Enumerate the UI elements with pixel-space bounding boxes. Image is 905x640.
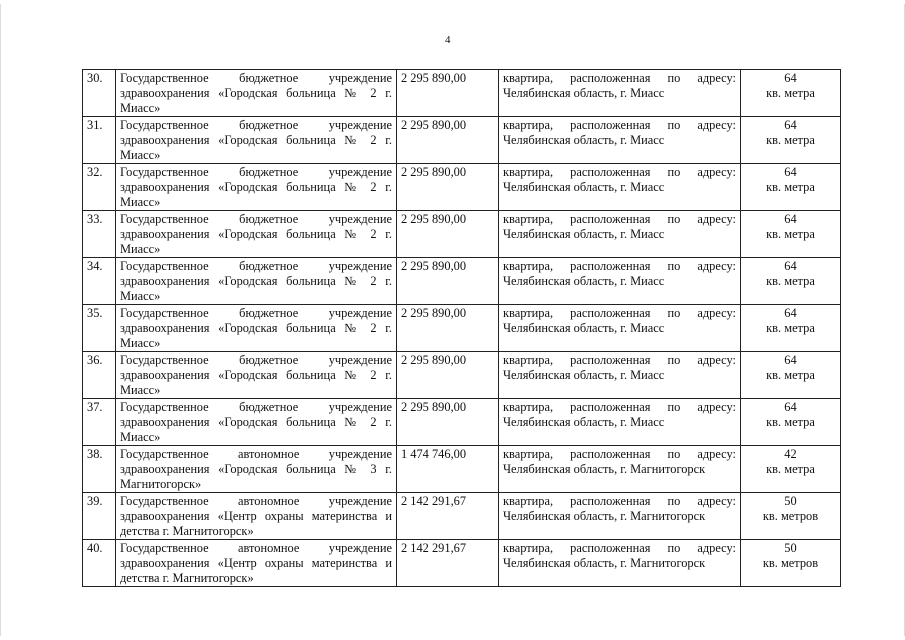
table-row: [83, 117, 841, 164]
institution-name: Государственное автономное учреждение здравоохранения «Центр охраны материнства и детства г. Магнитогорск»: [116, 493, 397, 540]
left-scan-edge: [0, 4, 1, 636]
institution-name: Государственное бюджетное учреждение здравоохранения «Городская больница № 2 г. Миасс»: [116, 211, 397, 258]
institution-name: Государственное бюджетное учреждение здравоохранения «Городская больница № 2 г. Миасс»: [116, 164, 397, 211]
area-unit: кв. метра: [766, 86, 815, 100]
row-number: 32.: [83, 164, 116, 211]
price-value: 2 295 890,00: [397, 352, 499, 399]
area-value: 64: [784, 71, 797, 85]
area-unit: кв. метра: [766, 321, 815, 335]
area-value: 64: [784, 212, 797, 226]
price-value: 2 142 291,67: [397, 540, 499, 587]
property-address: квартира, расположенная по адресу: Челябинская область, г. Миасс: [499, 70, 741, 117]
area-cell: [741, 493, 841, 540]
price-value: 2 295 890,00: [397, 70, 499, 117]
area-cell: [741, 446, 841, 493]
institution-name: Государственное бюджетное учреждение здравоохранения «Городская больница № 2 г. Миасс»: [116, 352, 397, 399]
area-value: 50: [784, 541, 797, 555]
property-address: квартира, расположенная по адресу: Челябинская область, г. Магнитогорск: [499, 540, 741, 587]
row-number: 33.: [83, 211, 116, 258]
row-number: 35.: [83, 305, 116, 352]
row-number: 31.: [83, 117, 116, 164]
price-value: 2 295 890,00: [397, 164, 499, 211]
property-address: квартира, расположенная по адресу: Челябинская область, г. Миасс: [499, 117, 741, 164]
area-cell: [741, 164, 841, 211]
area-cell: [741, 352, 841, 399]
area-value: 64: [784, 306, 797, 320]
area-value: 50: [784, 494, 797, 508]
property-address: квартира, расположенная по адресу: Челябинская область, г. Миасс: [499, 211, 741, 258]
area-cell: [741, 70, 841, 117]
row-number: 30.: [83, 70, 116, 117]
area-value: 42: [784, 447, 797, 461]
area-value: 64: [784, 118, 797, 132]
area-unit: кв. метра: [766, 415, 815, 429]
table-row: [83, 493, 841, 540]
table-row: [83, 446, 841, 493]
institution-name: Государственное бюджетное учреждение здравоохранения «Городская больница № 2 г. Миасс»: [116, 117, 397, 164]
property-address: квартира, расположенная по адресу: Челябинская область, г. Миасс: [499, 305, 741, 352]
table-row: [83, 164, 841, 211]
page-number: 4: [445, 34, 451, 46]
table-row: [83, 258, 841, 305]
price-value: 2 142 291,67: [397, 493, 499, 540]
registry-table: [82, 69, 841, 587]
row-number: 37.: [83, 399, 116, 446]
row-number: 38.: [83, 446, 116, 493]
institution-name: Государственное бюджетное учреждение здравоохранения «Городская больница № 2 г. Миасс»: [116, 70, 397, 117]
area-unit: кв. метра: [766, 133, 815, 147]
property-address: квартира, расположенная по адресу: Челябинская область, г. Миасс: [499, 258, 741, 305]
price-value: 2 295 890,00: [397, 117, 499, 164]
area-value: 64: [784, 259, 797, 273]
property-address: квартира, расположенная по адресу: Челябинская область, г. Магнитогорск: [499, 446, 741, 493]
price-value: 2 295 890,00: [397, 305, 499, 352]
price-value: 2 295 890,00: [397, 258, 499, 305]
property-address: квартира, расположенная по адресу: Челябинская область, г. Миасс: [499, 352, 741, 399]
area-unit: кв. метра: [766, 462, 815, 476]
area-cell: [741, 305, 841, 352]
area-unit: кв. метра: [766, 227, 815, 241]
institution-name: Государственное автономное учреждение здравоохранения «Центр охраны материнства и детства г. Магнитогорск»: [116, 540, 397, 587]
price-value: 2 295 890,00: [397, 211, 499, 258]
institution-name: Государственное бюджетное учреждение здравоохранения «Городская больница № 2 г. Миасс»: [116, 399, 397, 446]
area-value: 64: [784, 165, 797, 179]
row-number: 39.: [83, 493, 116, 540]
table-row: [83, 540, 841, 587]
registry-table-body: [83, 70, 841, 587]
table-row: [83, 352, 841, 399]
price-value: 1 474 746,00: [397, 446, 499, 493]
area-unit: кв. метров: [762, 556, 819, 570]
area-cell: [741, 540, 841, 587]
area-unit: кв. метра: [766, 368, 815, 382]
area-value: 64: [784, 400, 797, 414]
table-row: [83, 305, 841, 352]
property-address: квартира, расположенная по адресу: Челябинская область, г. Миасс: [499, 399, 741, 446]
area-cell: [741, 117, 841, 164]
institution-name: Государственное бюджетное учреждение здравоохранения «Городская больница № 2 г. Миасс»: [116, 258, 397, 305]
property-address: квартира, расположенная по адресу: Челябинская область, г. Магнитогорск: [499, 493, 741, 540]
row-number: 40.: [83, 540, 116, 587]
area-unit: кв. метров: [762, 509, 819, 523]
table-row: [83, 211, 841, 258]
price-value: 2 295 890,00: [397, 399, 499, 446]
institution-name: Государственное бюджетное учреждение здравоохранения «Городская больница № 2 г. Миасс»: [116, 305, 397, 352]
area-cell: [741, 211, 841, 258]
table-row: [83, 70, 841, 117]
property-address: квартира, расположенная по адресу: Челябинская область, г. Миасс: [499, 164, 741, 211]
area-cell: [741, 258, 841, 305]
row-number: 34.: [83, 258, 116, 305]
row-number: 36.: [83, 352, 116, 399]
area-unit: кв. метра: [766, 180, 815, 194]
area-cell: [741, 399, 841, 446]
institution-name: Государственное автономное учреждение здравоохранения «Городская больница № 3 г. Магнитогорск»: [116, 446, 397, 493]
area-value: 64: [784, 353, 797, 367]
area-unit: кв. метра: [766, 274, 815, 288]
table-row: [83, 399, 841, 446]
